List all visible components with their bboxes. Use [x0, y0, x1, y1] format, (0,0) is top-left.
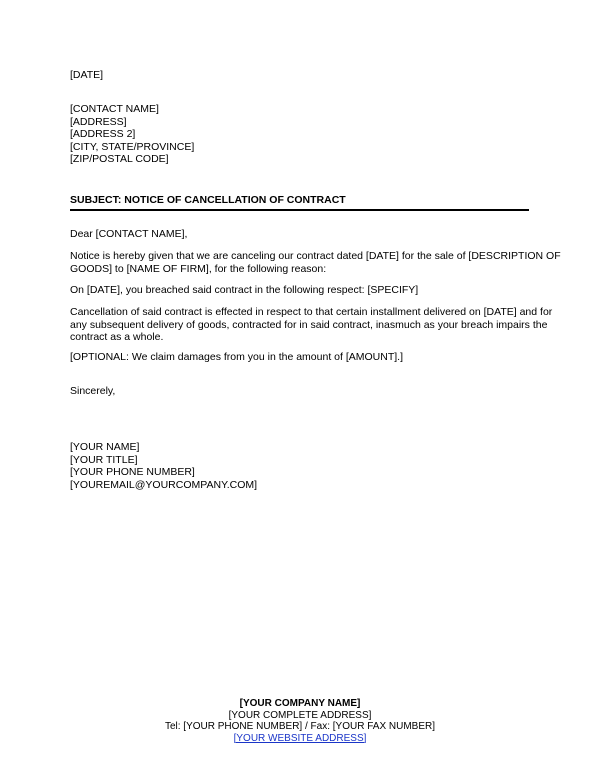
paragraph-notice	[70, 250, 561, 275]
closing	[70, 385, 540, 398]
paragraph-line: GOODS] to [NAME OF FIRM], for the following reason:	[70, 262, 327, 275]
letterhead-footer	[0, 698, 600, 744]
paragraph-breach	[70, 284, 540, 297]
salutation	[70, 228, 540, 241]
signer-phone: [YOUR PHONE NUMBER]	[70, 466, 195, 478]
closing-text: Sincerely,	[70, 385, 116, 397]
paragraph-line: contract as a whole.	[70, 331, 164, 343]
letter-date-block	[70, 69, 103, 82]
recipient-zip: [ZIP/POSTAL CODE]	[70, 153, 169, 165]
salutation-text: Dear [CONTACT NAME],	[70, 228, 188, 240]
footer-address: [YOUR COMPLETE ADDRESS]	[228, 709, 372, 721]
recipient-address-line-1: [ADDRESS]	[70, 115, 127, 128]
recipient-city: [CITY, STATE/PROVINCE]	[70, 140, 195, 153]
signature-block	[70, 441, 257, 491]
recipient-address-block	[70, 103, 194, 166]
paragraph-line: Notice is hereby given that we are canceling our contract dated [DATE] for the sale of [DESCRIPTION OF	[70, 250, 561, 262]
paragraph-optional-damages	[70, 351, 540, 364]
letter-date: [DATE]	[70, 69, 104, 81]
recipient-name: [CONTACT NAME]	[70, 103, 159, 115]
footer-contact: Tel: [YOUR PHONE NUMBER] / Fax: [YOUR FAX NUMBER]	[164, 721, 436, 732]
signer-name: [YOUR NAME]	[70, 441, 140, 453]
paragraph-line: On [DATE], you breached said contract in the following respect: [SPECIFY]	[70, 284, 419, 296]
signer-title: [YOUR TITLE]	[70, 453, 138, 466]
signer-email: [YOUREMAIL@YOURCOMPANY.COM]	[70, 478, 258, 491]
paragraph-line: [OPTIONAL: We claim damages from you in the amount of [AMOUNT].]	[70, 351, 404, 363]
footer-website-link[interactable]: [YOUR WEBSITE ADDRESS]	[233, 732, 367, 744]
paragraph-line: any subsequent delivery of goods, contracted for in said contract, inasmuch as your breach impairs the	[70, 318, 548, 331]
recipient-address-line-2: [ADDRESS 2]	[70, 128, 136, 140]
paragraph-line: Cancellation of said contract is effected in respect to that certain installment delivered on [DATE] and for	[70, 306, 553, 318]
subject-line: SUBJECT: NOTICE OF CANCELLATION OF CONTRACT	[70, 194, 346, 206]
paragraph-cancellation	[70, 306, 553, 344]
footer-company-name: [YOUR COMPANY NAME]	[239, 698, 361, 709]
subject-divider	[70, 209, 529, 211]
